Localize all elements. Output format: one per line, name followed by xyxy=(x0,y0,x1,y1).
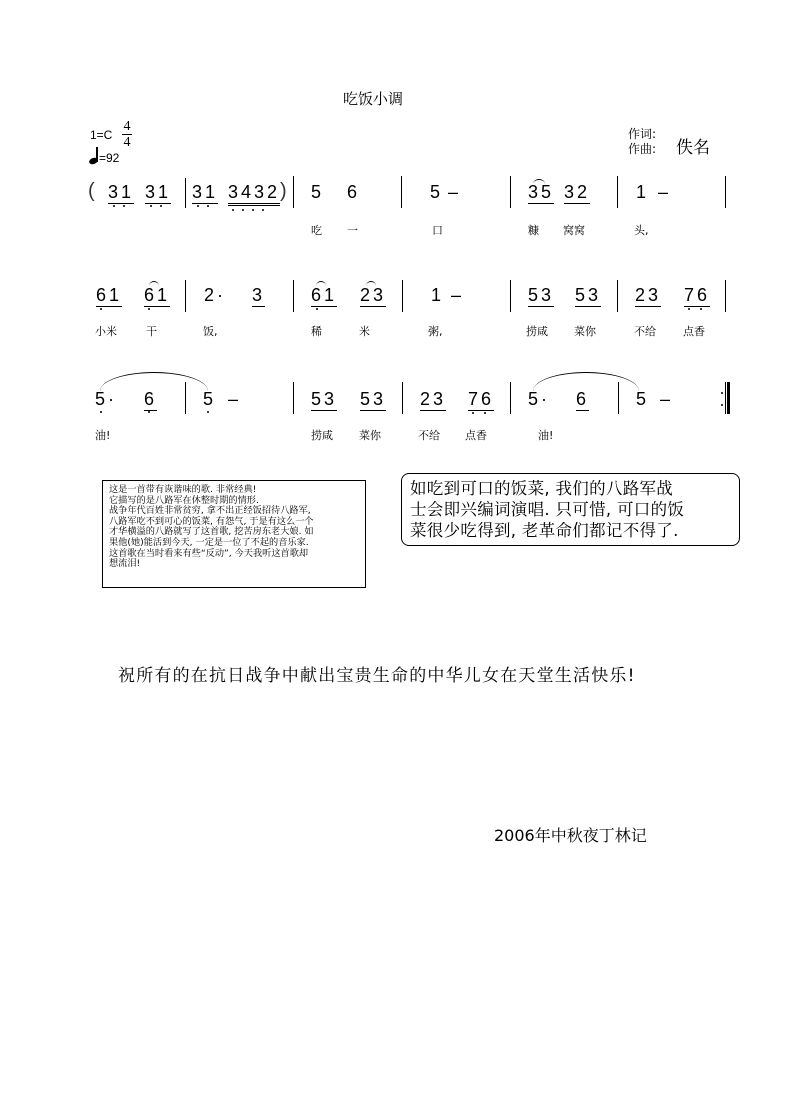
note: 76 xyxy=(468,389,495,409)
note: 61 xyxy=(96,285,123,305)
commentary-line: 它描写的是八路军在休整时期的情形. xyxy=(109,494,259,506)
barline xyxy=(725,280,726,312)
commentary-line: 八路军吃不到可心的饭菜, 有怨气, 于是有这么一个 xyxy=(109,515,314,527)
barline xyxy=(293,176,294,208)
tempo-marking xyxy=(89,147,119,165)
barline xyxy=(618,382,619,414)
time-denominator: 4 xyxy=(123,135,131,150)
lyric: 窝窝 xyxy=(563,224,585,237)
quote-line: 如吃到可口的饭菜, 我们的八路军战 xyxy=(410,479,674,498)
lyric: 油! xyxy=(95,429,111,442)
dash: – xyxy=(451,285,465,305)
lyric: 捞咸 xyxy=(526,325,548,338)
note: 5 xyxy=(311,182,325,202)
lyric: 一 xyxy=(347,224,358,237)
lyric: 饭, xyxy=(203,325,218,338)
barline xyxy=(510,382,511,414)
credits xyxy=(628,127,656,157)
barline xyxy=(185,280,186,312)
quote-line: 菜很少吃得到, 老革命们都记不得了. xyxy=(410,521,679,540)
note: 31 xyxy=(145,182,172,202)
repeat-dot xyxy=(721,404,723,406)
composer-label: 作曲: xyxy=(628,142,657,156)
lyricist-label: 作词: xyxy=(628,127,657,141)
note: 76 xyxy=(684,285,711,305)
barline xyxy=(401,176,402,208)
time-numerator: 4 xyxy=(123,119,131,134)
note: 53 xyxy=(311,389,338,409)
note: 35 xyxy=(528,182,555,202)
lyric: 米 xyxy=(359,325,370,338)
note: 1 xyxy=(636,182,650,202)
note: 3432 xyxy=(228,182,280,206)
lyric: 粥, xyxy=(428,325,443,338)
author: 佚名 xyxy=(676,138,710,158)
note: 6 xyxy=(576,389,590,409)
note: 31 xyxy=(192,182,219,202)
repeat-barline-thin xyxy=(725,382,726,414)
repeat-dot xyxy=(721,392,723,394)
barline xyxy=(510,280,511,312)
barline xyxy=(402,382,403,414)
lyric: 菜你 xyxy=(359,429,381,442)
lyric: 点香 xyxy=(683,325,705,338)
note: 31 xyxy=(108,182,135,202)
quote-line: 士会即兴编词演唱. 只可惜, 可口的饭 xyxy=(410,500,685,519)
lyric: 吃 xyxy=(311,224,322,237)
note: 6 xyxy=(347,182,361,202)
lyric: 头, xyxy=(634,224,649,237)
barline xyxy=(617,176,618,208)
signature: 2006年中秋夜丁林记 xyxy=(494,826,647,845)
commentary-line: 战争年代百姓非常贫穷, 拿不出正经饭招待八路军, xyxy=(109,505,311,517)
commentary-line: 这是一首带有诙谐味的歌. 非常经典! xyxy=(109,484,257,495)
note: 32 xyxy=(564,182,591,202)
dash: – xyxy=(448,182,462,202)
barline xyxy=(293,280,294,312)
commentary-box xyxy=(102,480,366,588)
lyric: 不给 xyxy=(634,325,656,338)
quote-box xyxy=(401,473,740,546)
note: 5 xyxy=(203,389,217,409)
note: 53 xyxy=(360,389,387,409)
barline xyxy=(617,280,618,312)
lyric: 稀 xyxy=(311,325,322,338)
note: 6 xyxy=(144,389,158,409)
lyric: 捞咸 xyxy=(311,429,333,442)
barline xyxy=(185,178,186,208)
note: 5 xyxy=(636,389,650,409)
dash: – xyxy=(228,389,242,409)
key-signature: 1=C xyxy=(90,128,113,142)
lyric: 糠 xyxy=(528,224,539,237)
note: 23 xyxy=(635,285,662,305)
lyric: 口 xyxy=(432,224,443,237)
commentary-line: 想流泪! xyxy=(109,558,141,570)
commentary-line: 才华横溢的八路就写了这首歌, 挖苦房东老大娘. 如 xyxy=(109,526,314,538)
note: 5 xyxy=(430,182,444,202)
dash: – xyxy=(660,389,674,409)
song-title-text: 吃饭小调 xyxy=(343,90,404,108)
dash: – xyxy=(658,182,672,202)
barline xyxy=(402,280,403,312)
intro-close-paren: ) xyxy=(280,180,287,202)
lyric: 油! xyxy=(538,429,554,442)
note: 3 xyxy=(252,285,266,305)
note: 53 xyxy=(575,285,602,305)
note: 61 xyxy=(311,285,338,305)
intro-open-paren: ( xyxy=(88,180,95,202)
barline xyxy=(185,382,186,414)
tempo-value: =92 xyxy=(99,151,120,165)
lyric: 不给 xyxy=(418,429,440,442)
note: 23 xyxy=(360,285,387,305)
note: 2· xyxy=(204,285,227,305)
note: 61 xyxy=(144,285,171,305)
lyric: 点香 xyxy=(465,429,487,442)
barline xyxy=(293,382,294,414)
lyric: 菜你 xyxy=(574,325,596,338)
note: 5· xyxy=(528,389,551,409)
time-signature xyxy=(121,119,133,150)
note: 23 xyxy=(420,389,447,409)
commentary-line: 这首歌在当时看来有些“反动”, 今天我听这首歌却 xyxy=(109,547,309,559)
lyric: 小米 xyxy=(95,325,117,338)
note: 53 xyxy=(528,285,555,305)
blessing-text: 祝所有的在抗日战争中献出宝贵生命的中华儿女在天堂生活快乐! xyxy=(118,666,636,686)
quarter-note-icon xyxy=(89,147,99,165)
note: 1 xyxy=(431,285,445,305)
lyric: 干 xyxy=(146,325,157,338)
barline xyxy=(725,176,726,208)
repeat-barline-thick xyxy=(727,382,730,414)
commentary-line: 果他(她)能活到今天, 一定是一位了不起的音乐家. xyxy=(109,536,309,548)
note: 5· xyxy=(95,389,118,409)
barline xyxy=(510,176,511,208)
